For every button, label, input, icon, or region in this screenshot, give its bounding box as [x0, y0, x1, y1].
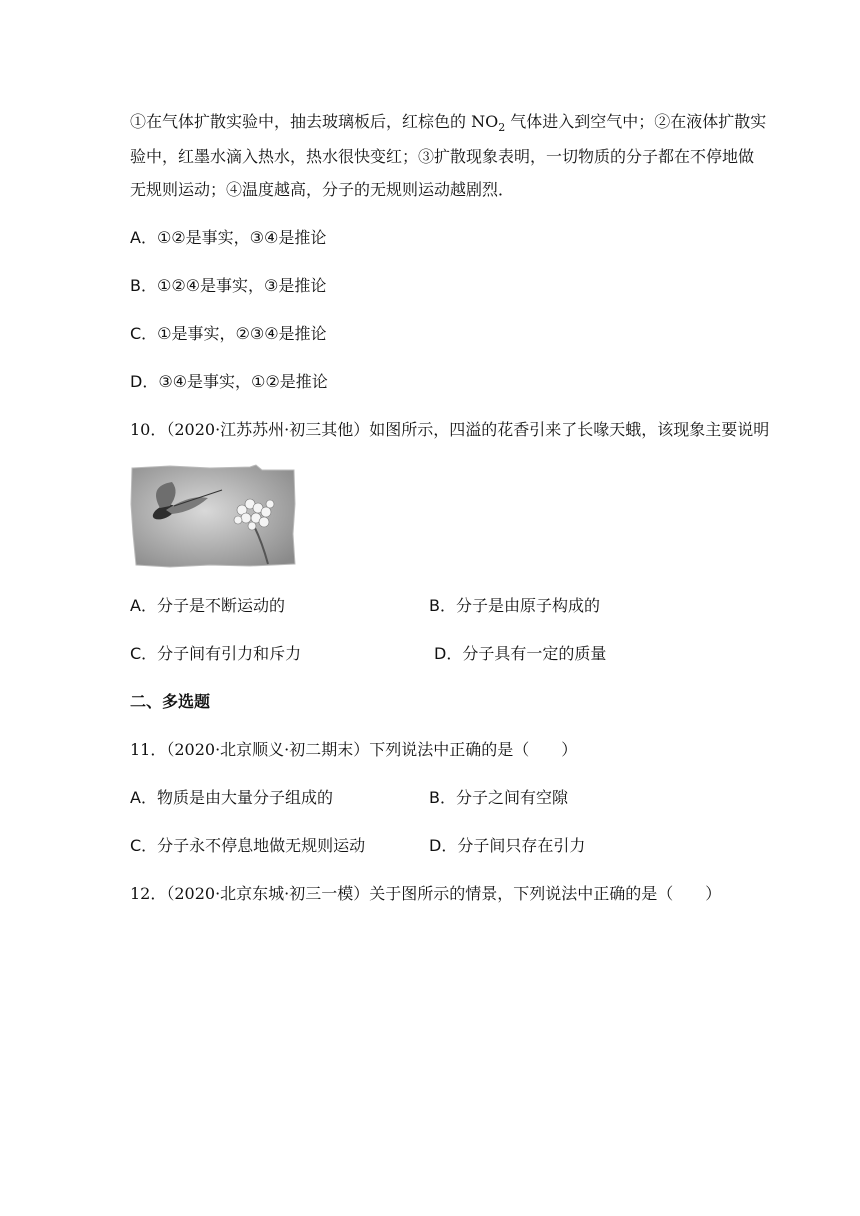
- q10-option-a: A．分子是不断运动的: [130, 596, 285, 615]
- hawkmoth-flower-image: [130, 464, 296, 568]
- q9-subscript: 2: [498, 121, 506, 135]
- q9-stem-line-3: 无规则运动；④温度越高，分子的无规则运动越剧烈．: [130, 180, 515, 199]
- section-title: 二、多选题: [130, 692, 211, 711]
- q9-stem-text-a: ①在气体扩散实验中，抽去玻璃板后，红棕色的 NO: [130, 112, 499, 131]
- q11-option-c: C．分子永不停息地做无规则运动: [130, 836, 366, 855]
- q11-option-a: A．物质是由大量分子组成的: [130, 788, 333, 807]
- q10-option-d: D．分子具有一定的质量: [434, 644, 607, 663]
- q9-option-c: C．①是事实，②③④是推论: [130, 324, 327, 343]
- q9-option-d: D．③④是事实，①②是推论: [130, 372, 328, 391]
- q10-option-c: C．分子间有引力和斥力: [130, 644, 302, 663]
- q11-option-b: B．分子之间有空隙: [429, 788, 568, 807]
- q9-stem-line-1: [130, 112, 767, 135]
- q9-option-a: A．①②是事实，③④是推论: [130, 228, 327, 247]
- q11-stem: 11．（2020·北京顺义·初二期末）下列说法中正确的是（ ）: [130, 740, 578, 759]
- q10-stem: 10．（2020·江苏苏州·初三其他）如图所示，四溢的花香引来了长喙天蛾，该现象主要说明: [130, 420, 770, 439]
- q10-option-b: B．分子是由原子构成的: [429, 596, 600, 615]
- q11-option-d: D．分子间只存在引力: [429, 836, 586, 855]
- q9-stem-text-b: 气体进入到空气中；②在液体扩散实: [505, 112, 767, 131]
- q12-stem: 12．（2020·北京东城·初三一模）关于图所示的情景，下列说法中正确的是（ ）: [130, 884, 722, 903]
- q9-stem-line-2: 验中，红墨水滴入热水，热水很快变红；③扩散现象表明，一切物质的分子都在不停地做: [130, 147, 755, 166]
- q9-option-b: B．①②④是事实，③是推论: [130, 276, 327, 295]
